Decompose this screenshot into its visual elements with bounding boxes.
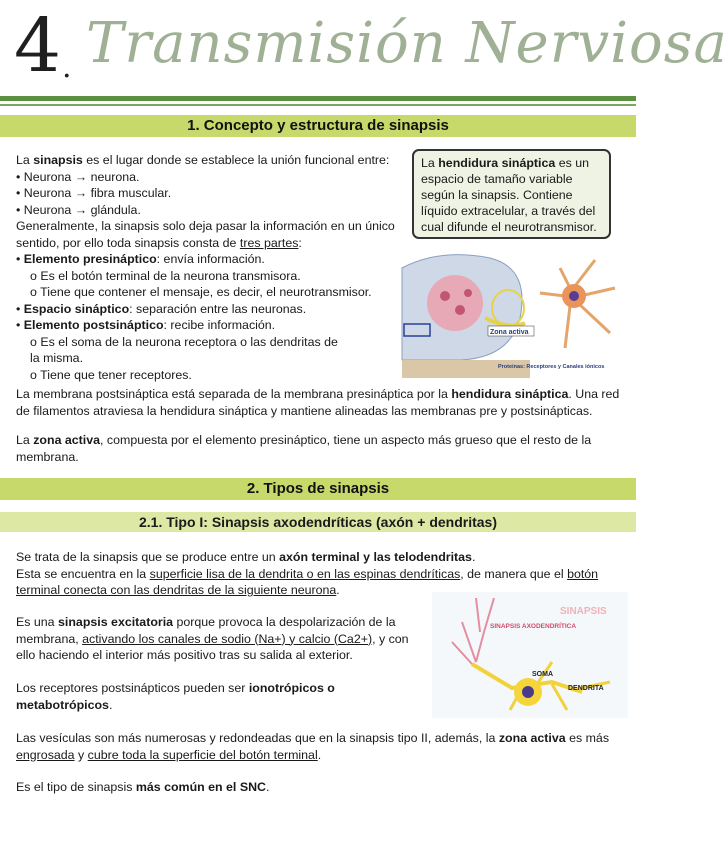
section-heading: 1. Concepto y estructura de sinapsis (0, 115, 636, 137)
vesicle (464, 289, 472, 297)
synapse-diagram (400, 248, 630, 378)
paragraph: Los receptores postsinápticos pueden ser ionotrópicos o metabotrópicos. (16, 681, 335, 712)
vesicle (455, 305, 465, 315)
bullet-item: • Neurona → glándula. (16, 202, 141, 217)
dendrita-label: DENDRITA (568, 685, 604, 692)
subsection-heading: 2.1. Tipo I: Sinapsis axodendríticas (axón + dendritas) (0, 512, 636, 532)
soma-nucleus (522, 686, 534, 698)
proteinas-label: Proteínas: Receptores y Canales iónicos (498, 364, 605, 370)
sub-item: o Es el soma de la neurona receptora o las dendritas de la misma. (30, 334, 338, 365)
paragraph: Se trata de la sinapsis que se produce entre un axón terminal y las telodendritas. Esta se encuentra en la superficie lisa de la dendrita o en las espinas dendríticas, de manera que el botón terminal conecta con las dendritas de la siguiente neurona. (16, 550, 599, 597)
page-title: Transmisión Nerviosa (86, 11, 728, 76)
bullet-espacio: • Espacio sináptico: separación entre las neuronas. (16, 301, 307, 316)
zona-activa-paragraph: La zona activa, compuesta por el elemento presináptico, tiene un aspecto más grueso que el resto de la membrana. (16, 433, 592, 464)
chapter-dot: . (62, 50, 72, 85)
chapter-number: 4 (14, 3, 62, 89)
sub-item: o Es el botón terminal de la neurona transmisora. (30, 268, 301, 283)
bullet-postsinaptico: • Elemento postsináptico: recibe información. (16, 318, 276, 332)
bullet-item: • Neurona → neurona. (16, 169, 140, 184)
sub-item: o Tiene que tener receptores. (30, 367, 192, 382)
sub-item: o Tiene que contener el mensaje, es decir, el neurotransmisor. (30, 285, 372, 299)
section1-list (16, 152, 408, 383)
soma-label: SOMA (532, 671, 553, 678)
header-divider-thin (0, 104, 636, 106)
callout-box: La hendidura sináptica es un espacio de tamaño variable según la sinapsis. Contiene líquido extracelular, a través del cual difunde el neurotransmisor. (412, 149, 611, 239)
paragraph: Es el tipo de sinapsis más común en el SNC. (16, 780, 270, 794)
figure-title: SINAPSIS (560, 606, 607, 617)
header-divider (0, 96, 636, 101)
vesicle-cluster (427, 275, 483, 331)
membrane-paragraph: La membrana postsináptica está separada de la membrana presináptica por la hendidura sináptica. Una red de filamentos atraviesa la hendidura sináptica y mantiene alineadas las membranas pre y postsinápticas. (16, 387, 620, 418)
general-paragraph: Generalmente, la sinapsis solo deja pasar la información en un único sentido, por ello toda sinapsis consta de tres partes: (16, 219, 395, 250)
zona-activa-label: Zona activa (490, 329, 529, 336)
paragraph: Es una sinapsis excitatoria porque provoca la despolarización de la membrana, activando los canales de sodio (Na+) y calcio (Ca2+), y con ello haciendo el interior más positivo tras su salida al exterior. (16, 615, 409, 662)
figure-label: SINAPSIS AXODENDRÍTICA (490, 623, 577, 630)
paragraph: Las vesículas son más numerosas y redondeadas que en la sinapsis tipo II, además, la zona activa es más engrosada y cubre toda la superficie del botón terminal. (16, 731, 610, 762)
section-heading: 2. Tipos de sinapsis (0, 478, 636, 500)
vesicle (440, 291, 450, 301)
neuron-nucleus (569, 291, 579, 301)
intro-line: La sinapsis es el lugar donde se establece la unión funcional entre: (16, 153, 390, 167)
bullet-item: • Neurona → fibra muscular. (16, 186, 172, 200)
axodendritic-figure (432, 592, 628, 718)
bullet-presinaptico: • Elemento presináptico: envía información. (16, 252, 265, 266)
